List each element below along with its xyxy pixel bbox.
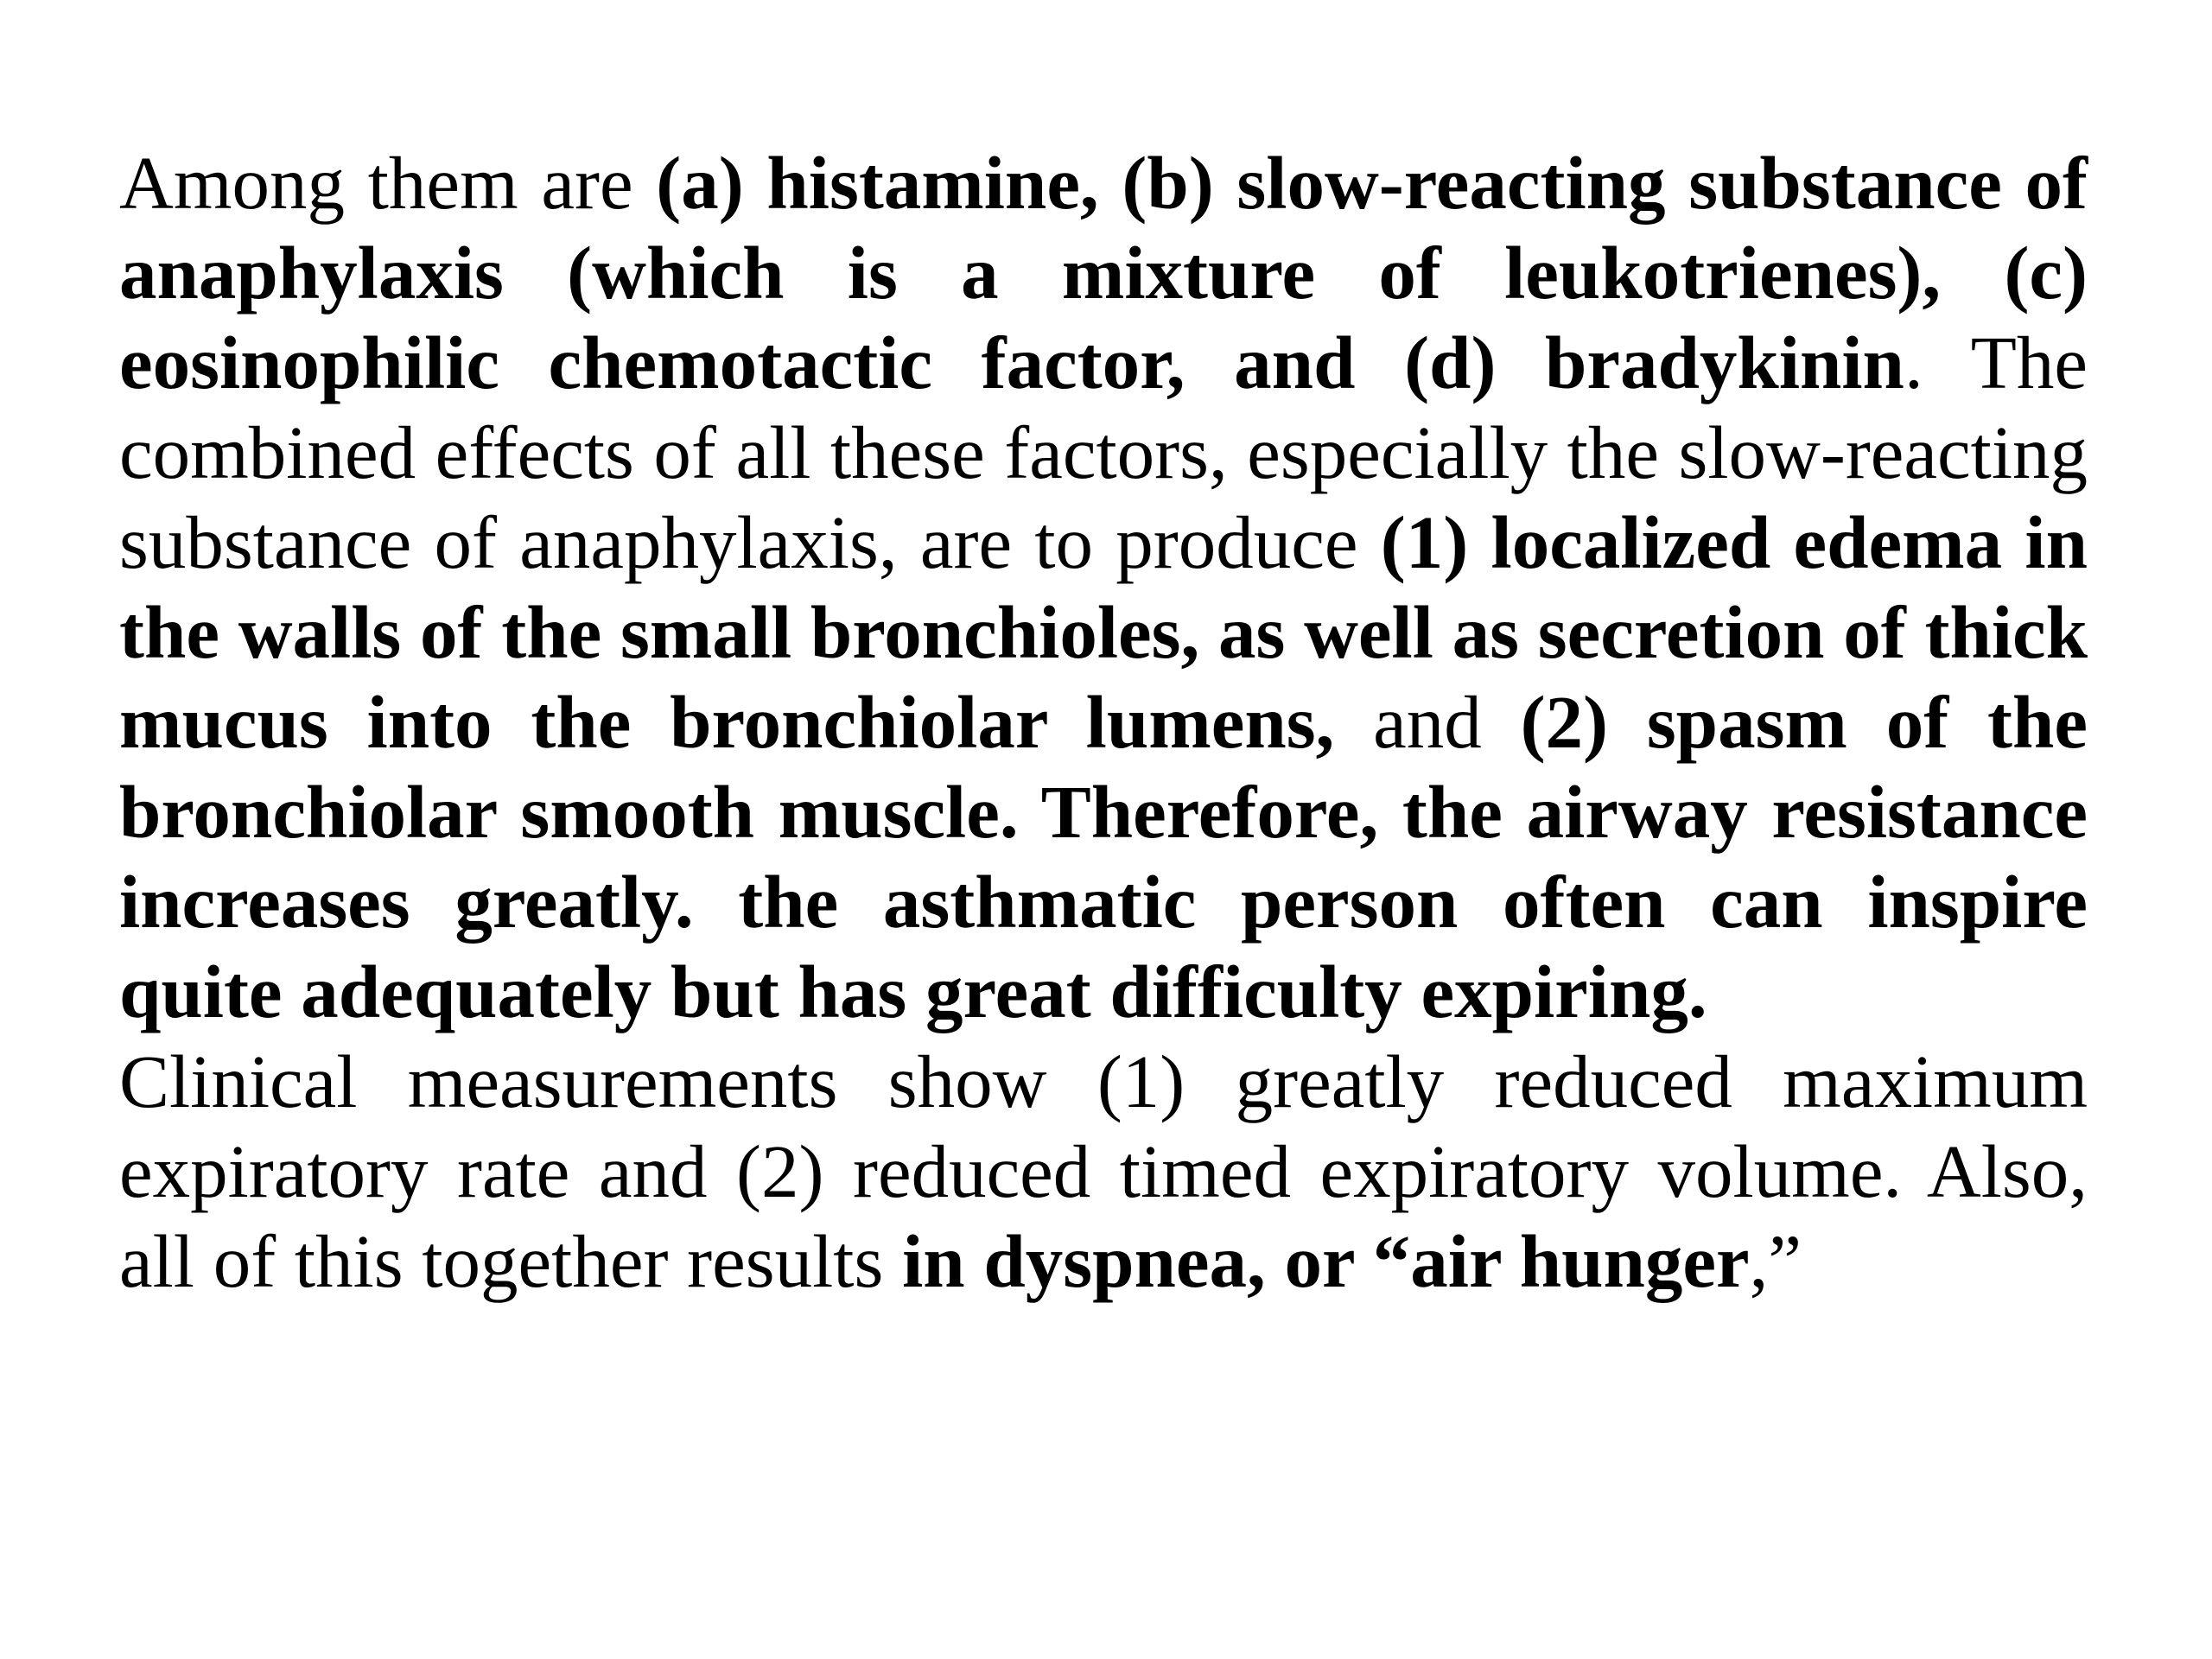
text-run: Clinical measurements show (1) greatly reduced maximum expiratory rate and (2) reduced timed expiratory volume. Also, all of this together results [119, 1039, 2088, 1303]
text-run: . The combined effects of all these factors, especially the slow-reacting substance of anaphylaxis, are to produce [119, 321, 2088, 584]
text-run: Among them are [119, 141, 657, 225]
bold-text-run: (2) spasm of the bronchiolar smooth muscle. Therefore, the airway resistance increases greatly. the asthmatic person often can inspire quite adequately but has great difficulty expiring. [119, 680, 2088, 1033]
bold-text-run: (1) localized edema in the walls of the small bronchioles, as well as secretion of thick mucus into the bronchiolar lumens, [119, 500, 2088, 764]
paragraph-clinical-measurements [119, 1037, 2088, 1306]
paragraph-asthma-mediators [119, 138, 2088, 1037]
text-run: and [1334, 680, 1521, 764]
bold-text-run: in dyspnea, or “air hunger [902, 1219, 1750, 1303]
text-block [119, 138, 2088, 1306]
text-run: ,” [1749, 1219, 1802, 1303]
bold-text-run: (a) histamine, (b) slow-reacting substance of anaphylaxis (which is a mixture of leukotrienes), (c) eosinophilic chemotactic factor, and (d) bradykinin [119, 141, 2088, 404]
